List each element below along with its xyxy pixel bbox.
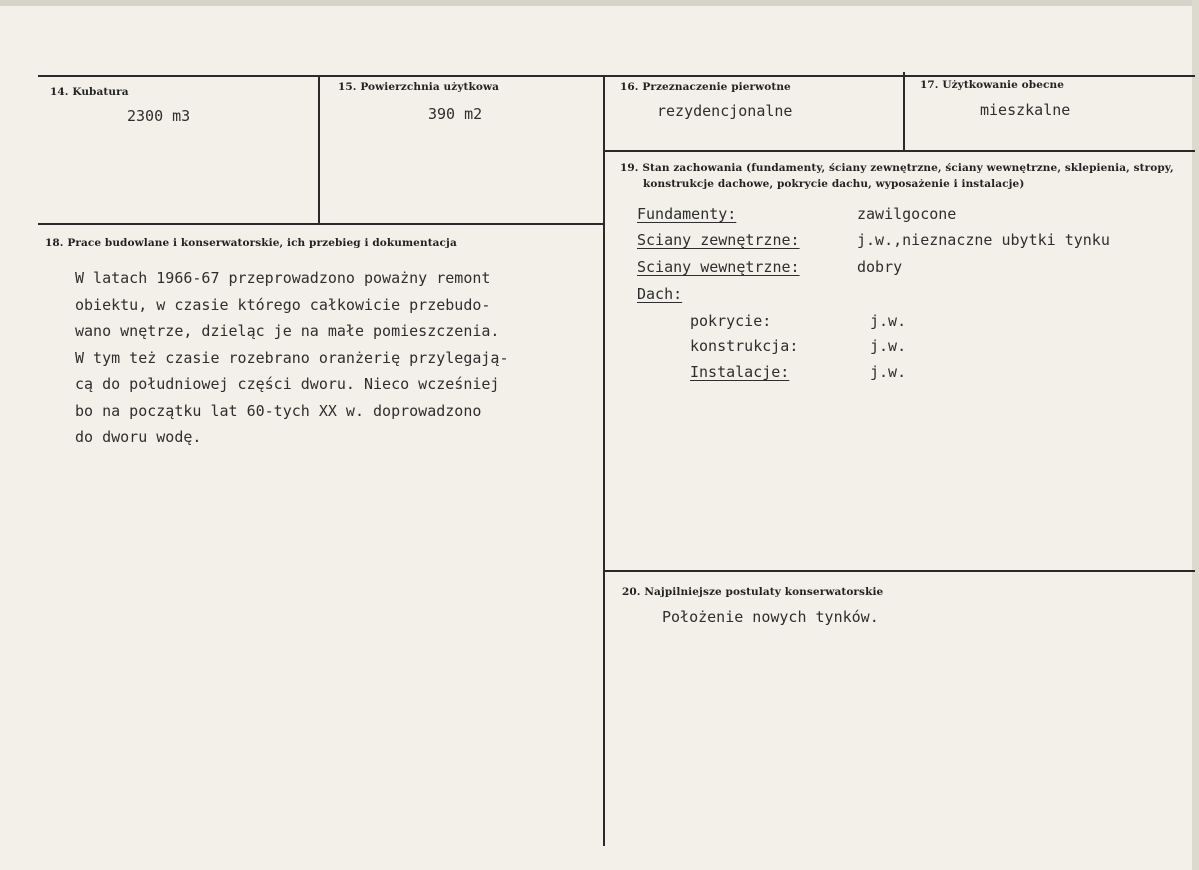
postulaty-label: 20. Najpilniejsze postulaty konserwatorskie: [622, 586, 884, 598]
kubatura-label: 14. Kubatura: [50, 86, 129, 98]
card-right-edge: [1192, 0, 1199, 870]
fundamenty-value: zawilgocone: [857, 205, 957, 223]
przeznaczenie-label: 16. Przeznaczenie pierwotne: [620, 81, 791, 93]
pokrycie-key: pokrycie:: [690, 312, 772, 330]
stan-label-line1: 19. Stan zachowania (fundamenty, ściany zewnętrzne, ściany wewnętrzne, sklepienia, stropy,: [620, 162, 1174, 174]
prace-line: bo na początku lat 60-tych XX w. doprowadzono: [75, 401, 482, 420]
przeznaczenie-value: rezydencjonalne: [657, 102, 793, 120]
prace-line: cą do południowej części dworu. Nieco wcześniej: [75, 375, 500, 393]
fundamenty-key: Fundamenty:: [637, 205, 737, 223]
prace-line: W tym też czasie rozebrano oranżerię przylegają-: [75, 348, 509, 367]
rule-above-20: [604, 570, 1195, 572]
prace-text: [75, 265, 508, 451]
konstrukcja-key: konstrukcja:: [690, 337, 799, 355]
card-top-edge: [0, 0, 1199, 6]
top-rule: [38, 75, 1195, 77]
prace-line: do dworu wodę.: [75, 428, 202, 446]
rule-under-16-17: [604, 150, 1195, 152]
instalacje-value: j.w.: [870, 363, 907, 381]
prace-line: obiektu, w czasie którego całkowicie przebudo-: [75, 295, 491, 314]
powierzchnia-label: 15. Powierzchnia użytkowa: [338, 81, 500, 93]
powierzchnia-value: 390 m2: [428, 105, 483, 123]
instalacje-key: Instalacje:: [690, 363, 790, 381]
sciany-zewnetrzne-key: Sciany zewnętrzne:: [637, 231, 800, 249]
stan-label-line2: konstrukcje dachowe, pokrycie dachu, wyposażenie i instalacje): [643, 178, 1025, 190]
uzytkowanie-label: 17. Użytkowanie obecne: [920, 79, 1065, 91]
prace-line: W latach 1966-67 przeprowadzono poważny remont: [75, 269, 491, 287]
sciany-wewnetrzne-value: dobry: [857, 258, 903, 276]
divider-14-15: [318, 76, 320, 224]
prace-label: 18. Prace budowlane i konserwatorskie, ich przebieg i dokumentacja: [45, 237, 457, 249]
sciany-wewnetrzne-key: Sciany wewnętrzne:: [637, 258, 800, 276]
pokrycie-value: j.w.: [870, 312, 907, 330]
prace-line: wano wnętrze, dzieląc je na małe pomieszczenia.: [75, 322, 500, 340]
dach-key: Dach:: [637, 285, 683, 303]
postulaty-value: Położenie nowych tynków.: [662, 608, 879, 626]
sciany-zewnetrzne-value: j.w.,nieznaczne ubytki tynku: [857, 231, 1110, 249]
rule-under-14-15: [38, 223, 605, 225]
kubatura-value: 2300 m3: [127, 107, 191, 125]
uzytkowanie-value: mieszkalne: [980, 101, 1071, 119]
konstrukcja-value: j.w.: [870, 337, 907, 355]
center-divider: [603, 76, 605, 846]
divider-16-17: [903, 72, 905, 152]
